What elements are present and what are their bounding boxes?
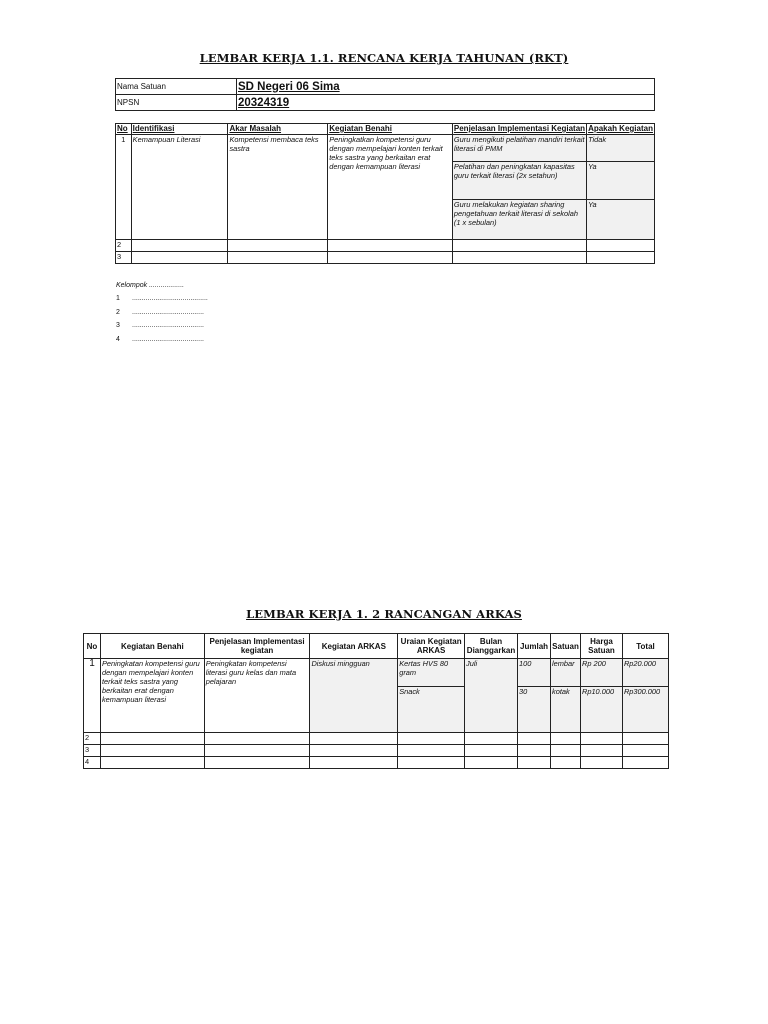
kelompok-list (116, 282, 208, 349)
arkas-header-satuan: Satuan (551, 634, 581, 659)
arkas-cell-bulan: Juli (465, 659, 518, 733)
arkas-header-kegiatan-arkas: Kegiatan ARKAS (310, 634, 398, 659)
rkt-title: LEMBAR KERJA 1.1. RENCANA KERJA TAHUNAN (RKT) (199, 51, 569, 65)
arkas-cell-kegiatan-arkas: Diskusi mingguan (310, 659, 398, 733)
arkas-table (83, 633, 669, 769)
rkt-cell-apakah: Tidak (587, 135, 655, 162)
table-row (116, 240, 655, 252)
rkt-header-row (116, 124, 655, 135)
kelompok-label: Kelompok .................. (116, 282, 185, 289)
table-row (116, 252, 655, 264)
arkas-cell-total: Rp300.000 (622, 687, 668, 733)
table-row (84, 757, 669, 769)
arkas-header-jumlah: Jumlah (518, 634, 551, 659)
rkt-table (115, 123, 655, 264)
arkas-header-no: No (84, 634, 101, 659)
arkas-title: LEMBAR KERJA 1. 2 RANCANGAN ARKAS (246, 607, 522, 621)
arkas-cell-uraian: Snack (398, 687, 465, 733)
arkas-row-number: 3 (84, 745, 101, 757)
arkas-cell-jumlah: 100 (518, 659, 551, 687)
rkt-cell-kegiatan: Peningkatkan kompetensi guru dengan mempelajari konten terkait teks sastra yang berkaitan erat dengan kemampuan literasi (328, 135, 453, 240)
rkt-header-identifikasi: Identifikasi (131, 124, 228, 135)
table-row (84, 733, 669, 745)
rkt-cell-identifikasi: Kemampuan Literasi (131, 135, 228, 240)
rkt-row-1 (116, 135, 655, 162)
rkt-cell-apakah: Ya (587, 200, 655, 240)
arkas-cell-satuan: kotak (551, 687, 581, 733)
arkas-cell-satuan: lembar (551, 659, 581, 687)
arkas-cell-harga: Rp10.000 (581, 687, 623, 733)
arkas-cell-total: Rp20.000 (622, 659, 668, 687)
arkas-header-kegiatan: Kegiatan Benahi (100, 634, 204, 659)
arkas-cell-penjelasan: Peningkatan kompetensi literasi guru kelas dan mata pelajaran (204, 659, 310, 733)
rkt-cell-apakah: Ya (587, 162, 655, 200)
list-item: 1 ....................................... (116, 295, 208, 302)
info-label-nama: Nama Satuan (116, 79, 237, 95)
info-label-npsn: NPSN (116, 95, 237, 111)
arkas-cell-kegiatan: Peningkatan kompetensi guru dengan mempelajari konten terkait teks sastra yang berkaitan erat dengan kemampuan literasi (100, 659, 204, 733)
arkas-header-penjelasan: Penjelasan Implementasi kegiatan (204, 634, 310, 659)
rkt-cell-no: 1 (116, 135, 132, 240)
arkas-cell-no: 1 (84, 659, 101, 733)
arkas-row-number: 2 (84, 733, 101, 745)
list-item: 4 ..................................... (116, 335, 204, 343)
rkt-row-number: 2 (116, 240, 132, 252)
arkas-header-harga: Harga Satuan (581, 634, 623, 659)
rkt-header-apakah: Apakah Kegiatan (588, 124, 653, 133)
info-row-npsn (116, 95, 655, 111)
arkas-row-1 (84, 659, 669, 687)
arkas-header-total: Total (622, 634, 668, 659)
table-row (84, 745, 669, 757)
rkt-cell-akar: Kompetensi membaca teks sastra (228, 135, 328, 240)
school-info-table (115, 78, 655, 111)
rkt-header-kegiatan: Kegiatan Benahi (328, 124, 453, 135)
list-item: 3 ..................................... (116, 322, 204, 329)
rkt-row-number: 3 (116, 252, 132, 264)
arkas-cell-jumlah: 30 (518, 687, 551, 733)
rkt-header-no: No (116, 124, 132, 135)
arkas-header-uraian: Uraian Kegiatan ARKAS (398, 634, 465, 659)
arkas-header-row (84, 634, 669, 659)
arkas-cell-uraian: Kertas HVS 80 gram (398, 659, 465, 687)
arkas-cell-harga: Rp 200 (581, 659, 623, 687)
info-value-nama: SD Negeri 06 Sima (237, 79, 655, 95)
arkas-header-bulan: Bulan Dianggarkan (465, 634, 518, 659)
info-value-npsn: 20324319 (237, 95, 655, 111)
rkt-cell-penjelasan: Guru mengikuti pelatihan mandiri terkait literasi di PMM (452, 135, 586, 162)
rkt-cell-penjelasan: Pelatihan dan peningkatan kapasitas guru terkait literasi (2x setahun) (452, 162, 586, 200)
info-row-nama (116, 79, 655, 95)
rkt-cell-penjelasan: Guru melakukan kegiatan sharing pengetahuan terkait literasi di sekolah (1 x sebulan) (452, 200, 586, 240)
rkt-header-akar: Akar Masalah (228, 124, 328, 135)
rkt-header-penjelasan: Penjelasan Implementasi Kegiatan (453, 124, 586, 133)
arkas-row-number: 4 (84, 757, 101, 769)
list-item: 2 ..................................... (116, 308, 204, 316)
